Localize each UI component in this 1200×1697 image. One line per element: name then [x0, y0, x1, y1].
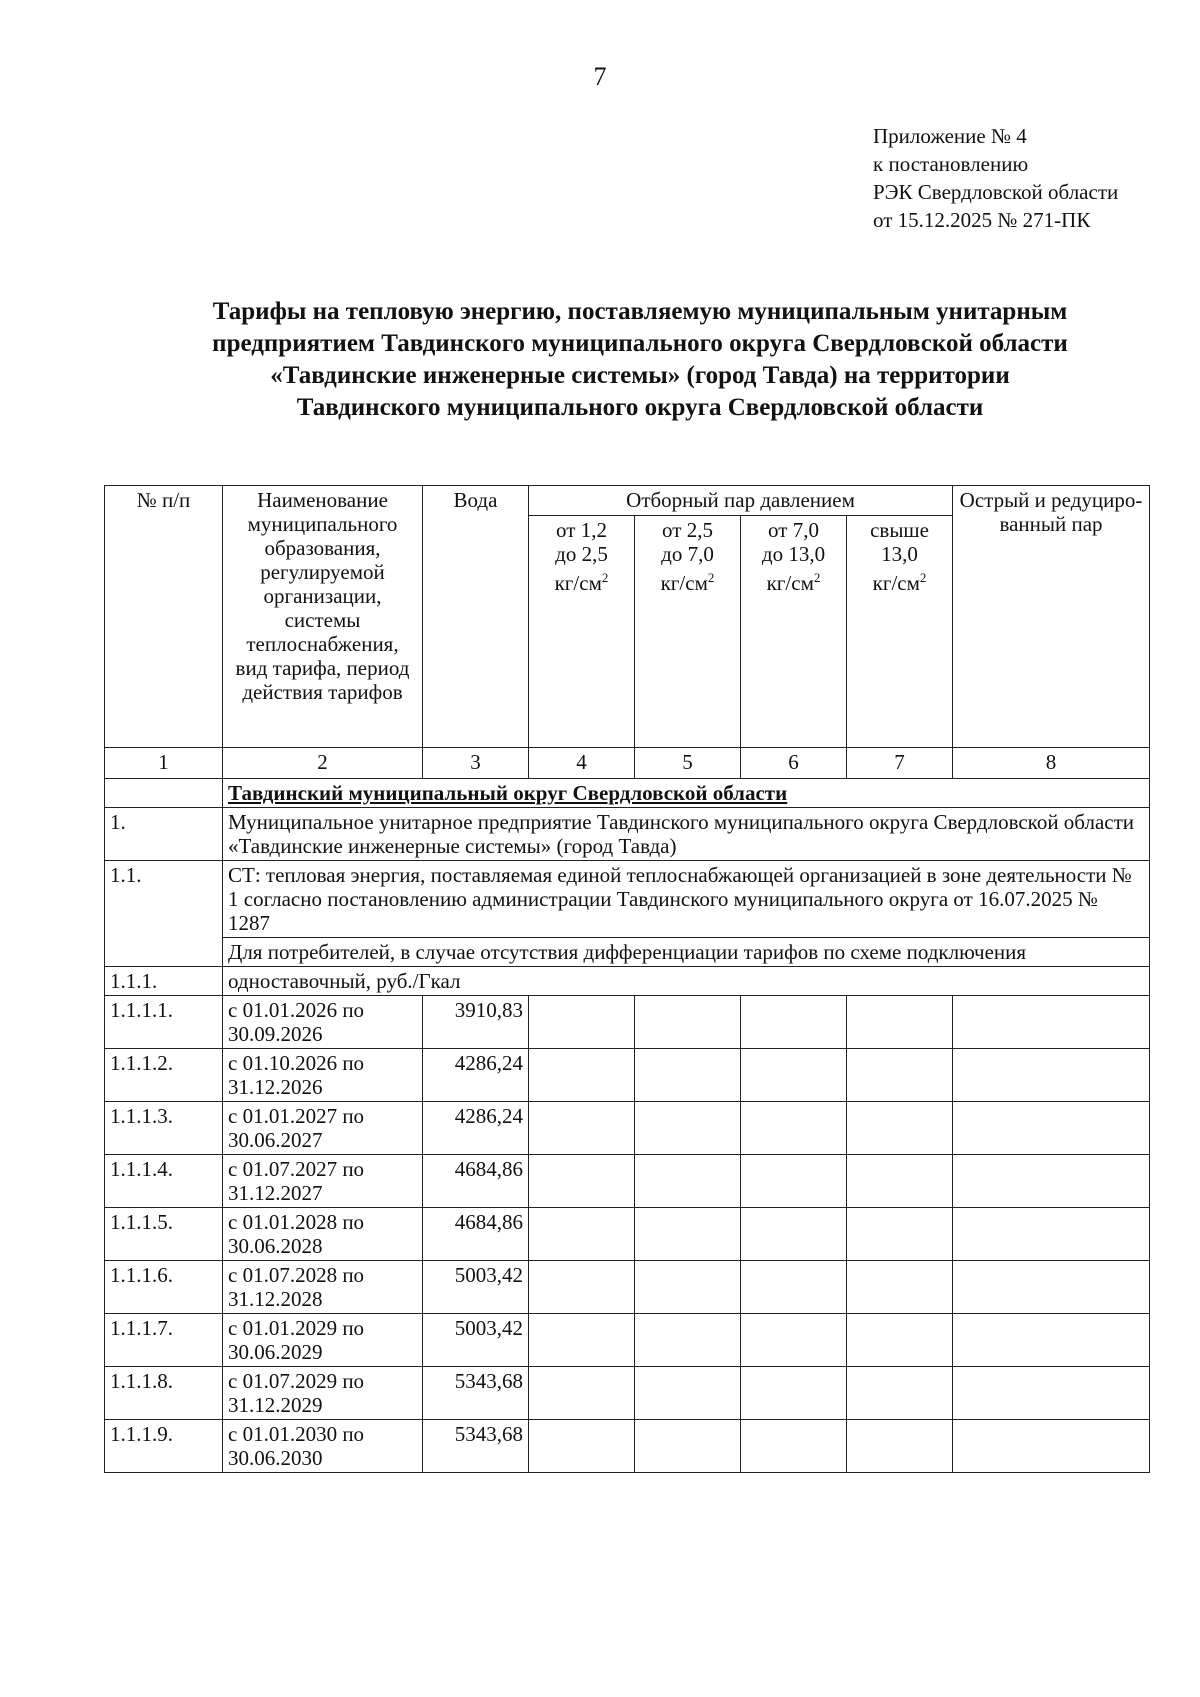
header-steam-2-from: от 2,5: [662, 518, 713, 542]
row-steam-1: [529, 1420, 635, 1473]
row-steam-1: [529, 1367, 635, 1420]
row-period: [223, 1420, 423, 1473]
period-end: 30.06.2030: [228, 1446, 323, 1470]
period-start: с 01.07.2029 по: [228, 1369, 365, 1393]
org-num: 1.: [105, 808, 223, 861]
row-steam-4: [847, 1155, 953, 1208]
header-live-steam: Острый и редуциро- ванный пар: [953, 486, 1150, 748]
row-steam-4: [847, 1261, 953, 1314]
column-number: 7: [847, 748, 953, 779]
appendix-line: Приложение № 4: [873, 124, 1027, 148]
row-num: 1.1.1.2.: [105, 1049, 223, 1102]
table-row: [105, 1420, 1150, 1473]
row-steam-1: [529, 1155, 635, 1208]
row-water-tariff: 5343,68: [423, 1367, 529, 1420]
header-steam-1: [529, 516, 635, 748]
unit-base: кг/см: [766, 571, 814, 595]
row-live-steam: [953, 1208, 1150, 1261]
header-steam-3-to: до 13,0: [761, 542, 826, 566]
row-steam-4: [847, 1049, 953, 1102]
row-steam-3: [741, 1420, 847, 1473]
header-steam-4-from: свыше: [870, 518, 929, 542]
row-period: [223, 1367, 423, 1420]
row-steam-3: [741, 996, 847, 1049]
row-steam-1: [529, 1049, 635, 1102]
row-steam-2: [635, 1367, 741, 1420]
row-steam-3: [741, 1208, 847, 1261]
row-steam-3: [741, 1261, 847, 1314]
row-period: [223, 996, 423, 1049]
region-num-cell: [105, 779, 223, 808]
column-number: 6: [741, 748, 847, 779]
row-steam-2: [635, 996, 741, 1049]
row-water-tariff: 3910,83: [423, 996, 529, 1049]
table-row: [105, 1155, 1150, 1208]
period-end: 31.12.2026: [228, 1075, 323, 1099]
column-number-row: [105, 748, 1150, 779]
period-end: 31.12.2028: [228, 1287, 323, 1311]
appendix-line: к постановлению: [873, 152, 1029, 176]
column-number: 1: [105, 748, 223, 779]
row-steam-3: [741, 1049, 847, 1102]
row-steam-2: [635, 1102, 741, 1155]
title-line: предприятием Тавдинского муниципального округа Свердловской области: [212, 330, 1068, 357]
row-steam-1: [529, 1261, 635, 1314]
row-period: [223, 1261, 423, 1314]
unit-sup: 2: [601, 570, 609, 585]
row-steam-4: [847, 1420, 953, 1473]
header-steam-1-unit: [534, 566, 629, 595]
row-steam-4: [847, 996, 953, 1049]
rate-type-row: [105, 967, 1150, 996]
row-steam-2: [635, 1420, 741, 1473]
row-num: 1.1.1.6.: [105, 1261, 223, 1314]
appendix-reference: [873, 122, 1118, 234]
row-live-steam: [953, 1155, 1150, 1208]
row-steam-3: [741, 1102, 847, 1155]
row-num: 1.1.1.8.: [105, 1367, 223, 1420]
table-row: [105, 1314, 1150, 1367]
row-steam-4: [847, 1208, 953, 1261]
column-number: 4: [529, 748, 635, 779]
period-start: с 01.10.2026 по: [228, 1051, 365, 1075]
org-row: [105, 808, 1150, 861]
header-steam-3: [741, 516, 847, 748]
column-number: 8: [953, 748, 1150, 779]
header-steam-4: [847, 516, 953, 748]
unit-sup: 2: [813, 570, 821, 585]
period-start: с 01.01.2028 по: [228, 1210, 365, 1234]
title-line: «Тавдинские инженерные системы» (город Тавда) на территории: [270, 362, 1010, 389]
table-row: [105, 1367, 1150, 1420]
header-steam-3-unit: [746, 566, 841, 595]
period-start: с 01.07.2027 по: [228, 1157, 365, 1181]
row-steam-2: [635, 1155, 741, 1208]
row-period: [223, 1208, 423, 1261]
row-steam-4: [847, 1367, 953, 1420]
period-end: 31.12.2029: [228, 1393, 323, 1417]
row-num: 1.1.1.1.: [105, 996, 223, 1049]
appendix-line: от 15.12.2025 № 271-ПК: [873, 208, 1091, 232]
row-num: 1.1.1.9.: [105, 1420, 223, 1473]
org-name: Муниципальное унитарное предприятие Тавдинского муниципального округа Свердловской области «Тавдинские инженерные системы» (город Тавда): [223, 808, 1150, 861]
row-live-steam: [953, 1261, 1150, 1314]
table-row: [105, 1102, 1150, 1155]
table-row: [105, 996, 1150, 1049]
rate-type-num: 1.1.1.: [105, 967, 223, 996]
row-water-tariff: 4286,24: [423, 1049, 529, 1102]
row-water-tariff: 4684,86: [423, 1208, 529, 1261]
row-water-tariff: 4684,86: [423, 1155, 529, 1208]
row-period: [223, 1314, 423, 1367]
system-description: СТ: тепловая энергия, поставляемая единой теплоснабжающей организацией в зоне деятельности № 1 согласно постановлению администрации Тавдинского муниципального округа от 16.07.2025 № 1287: [223, 861, 1150, 938]
appendix-line: РЭК Свердловской области: [873, 180, 1119, 204]
row-live-steam: [953, 996, 1150, 1049]
row-live-steam: [953, 1102, 1150, 1155]
row-steam-2: [635, 1261, 741, 1314]
header-water: Вода: [423, 486, 529, 748]
system-row: [105, 861, 1150, 938]
row-num: 1.1.1.3.: [105, 1102, 223, 1155]
header-steam-group: Отборный пар давлением: [529, 486, 953, 516]
row-num: 1.1.1.5.: [105, 1208, 223, 1261]
row-live-steam: [953, 1367, 1150, 1420]
unit-sup: 2: [919, 570, 927, 585]
row-steam-1: [529, 1208, 635, 1261]
period-end: 30.06.2028: [228, 1234, 323, 1258]
table-row: [105, 1049, 1150, 1102]
row-steam-3: [741, 1155, 847, 1208]
row-live-steam: [953, 1314, 1150, 1367]
header-steam-4-unit: [852, 566, 947, 595]
row-water-tariff: 5003,42: [423, 1314, 529, 1367]
table-row: [105, 1208, 1150, 1261]
unit-base: кг/см: [554, 571, 602, 595]
row-steam-1: [529, 1102, 635, 1155]
page-number: 7: [593, 62, 607, 91]
row-live-steam: [953, 1049, 1150, 1102]
period-end: 30.06.2029: [228, 1340, 323, 1364]
period-end: 30.09.2026: [228, 1022, 323, 1046]
header-name: Наименование муниципального образования, регулируемой организации, системы теплоснабжения, вид тарифа, период действия тарифов: [223, 486, 423, 748]
period-start: с 01.07.2028 по: [228, 1263, 365, 1287]
system-num: 1.1.: [105, 861, 223, 967]
header-steam-2: [635, 516, 741, 748]
header-steam-1-to: до 2,5: [555, 542, 608, 566]
row-steam-2: [635, 1049, 741, 1102]
title-line: Тарифы на тепловую энергию, поставляемую муниципальным унитарным: [212, 298, 1068, 325]
column-number: 5: [635, 748, 741, 779]
header-steam-4-to: 13,0: [881, 542, 918, 566]
row-water-tariff: 4286,24: [423, 1102, 529, 1155]
header-steam-1-from: от 1,2: [556, 518, 607, 542]
unit-base: кг/см: [660, 571, 708, 595]
row-steam-1: [529, 1314, 635, 1367]
period-start: с 01.01.2029 по: [228, 1316, 365, 1340]
row-num: 1.1.1.7.: [105, 1314, 223, 1367]
period-end: 31.12.2027: [228, 1181, 323, 1205]
row-period: [223, 1049, 423, 1102]
region-name: Тавдинский муниципальный округ Свердловской области: [223, 779, 1150, 808]
column-number: 2: [223, 748, 423, 779]
table-row: [105, 1261, 1150, 1314]
row-steam-4: [847, 1102, 953, 1155]
consumers-description: Для потребителей, в случае отсутствия дифференциации тарифов по схеме подключения: [223, 938, 1150, 967]
unit-base: кг/см: [872, 571, 920, 595]
title-line: Тавдинского муниципального округа Свердловской области: [296, 394, 984, 421]
row-steam-2: [635, 1314, 741, 1367]
row-steam-4: [847, 1314, 953, 1367]
row-live-steam: [953, 1420, 1150, 1473]
row-period: [223, 1155, 423, 1208]
header-steam-3-from: от 7,0: [768, 518, 819, 542]
row-period: [223, 1102, 423, 1155]
consumers-row: [105, 938, 1150, 967]
header-steam-2-unit: [640, 566, 735, 595]
row-water-tariff: 5343,68: [423, 1420, 529, 1473]
header-num: № п/п: [105, 486, 223, 748]
rate-type: одноставочный, руб./Гкал: [223, 967, 1150, 996]
unit-sup: 2: [707, 570, 715, 585]
row-water-tariff: 5003,42: [423, 1261, 529, 1314]
region-row: [105, 779, 1150, 808]
period-start: с 01.01.2026 по: [228, 998, 365, 1022]
period-start: с 01.01.2030 по: [228, 1422, 365, 1446]
period-start: с 01.01.2027 по: [228, 1104, 365, 1128]
tariff-table: [104, 485, 1150, 1473]
row-steam-1: [529, 996, 635, 1049]
document-title: [150, 296, 1130, 424]
period-end: 30.06.2027: [228, 1128, 323, 1152]
row-steam-3: [741, 1314, 847, 1367]
column-number: 3: [423, 748, 529, 779]
row-steam-3: [741, 1367, 847, 1420]
row-num: 1.1.1.4.: [105, 1155, 223, 1208]
header-steam-2-to: до 7,0: [661, 542, 714, 566]
row-steam-2: [635, 1208, 741, 1261]
